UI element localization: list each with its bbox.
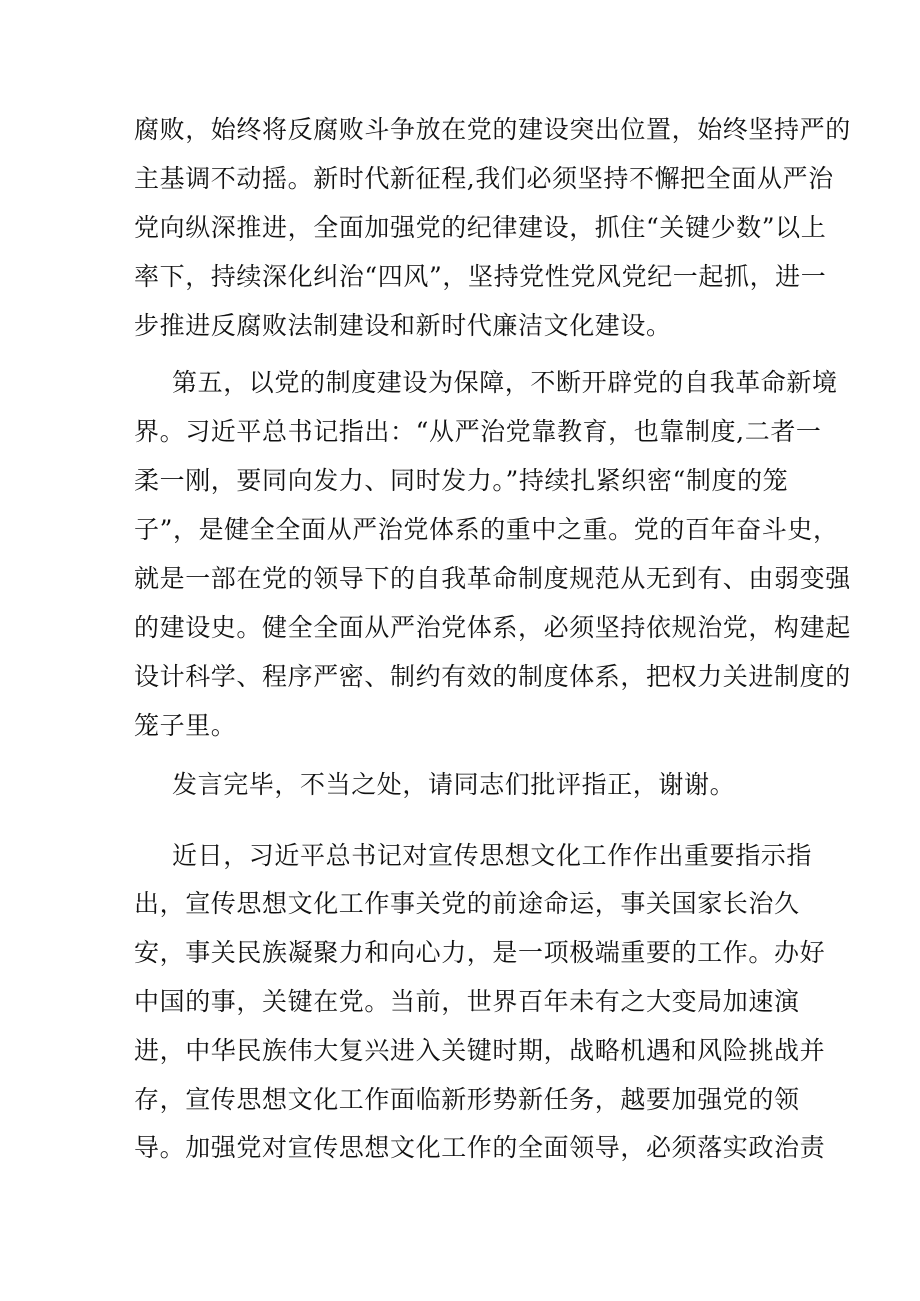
text-line: 主基调不动摇。新时代新征程,我们必须坚持不懈把全面从严治 [134,164,834,193]
text-line: 柔一刚，要同向发力、同时发力。”持续扎紧织密“制度的笼 [134,466,789,495]
text-line: 进，中华民族伟大复兴进入关键时期，战略机遇和风险挑战并 [134,1036,826,1065]
text-line: 党向纵深推进，全面加强党的纪律建设，抓住“关键少数”以上 [134,213,827,242]
text-line: 存，宣传思想文化工作面临新形势新任务，越要加强党的领 [134,1085,800,1114]
text-line: 设计科学、程序严密、制约有效的制度体系，把权力关进制度的 [134,662,851,691]
text-line: 率下，持续深化纠治“四风”，坚持党性党风党纪一起抓，进一 [134,262,827,291]
text-line: 安，事关民族凝聚力和向心力，是一项极端重要的工作。办好 [134,938,826,967]
text-line: 近日，习近平总书记对宣传思想文化工作作出重要指示指 [172,841,813,870]
text-line: 导。加强党对宣传思想文化工作的全面领导，必须落实政治责 [134,1133,826,1162]
text-line: 的建设史。健全全面从严治党体系，必须坚持依规治党，构建起 [134,613,851,642]
text-line: 就是一部在党的领导下的自我革命制度规范从无到有、由弱变强 [134,564,851,593]
text-line: 出，宣传思想文化工作事关党的前途命运，事关国家长治久 [134,889,800,918]
text-line: 步推进反腐败法制建设和新时代廉洁文化建设。 [134,311,672,340]
text-line: 子”，是健全全面从严治党体系的重中之重。党的百年奋斗史， [134,515,839,544]
text-line: 笼子里。 [134,711,237,740]
text-line: 中国的事，关键在党。当前，世界百年未有之大变局加速演 [134,987,800,1016]
text-line: 腐败，始终将反腐败斗争放在党的建设突出位置，始终坚持严的 [134,115,851,144]
text-line: 界。习近平总书记指出：“从严治党靠教育，也靠制度,二者一 [134,417,822,446]
text-line: 第五，以党的制度建设为保障，不断开辟党的自我革命新境 [172,368,838,397]
text-line: 发言完毕，不当之处，请同志们批评指正，谢谢。 [172,770,736,799]
